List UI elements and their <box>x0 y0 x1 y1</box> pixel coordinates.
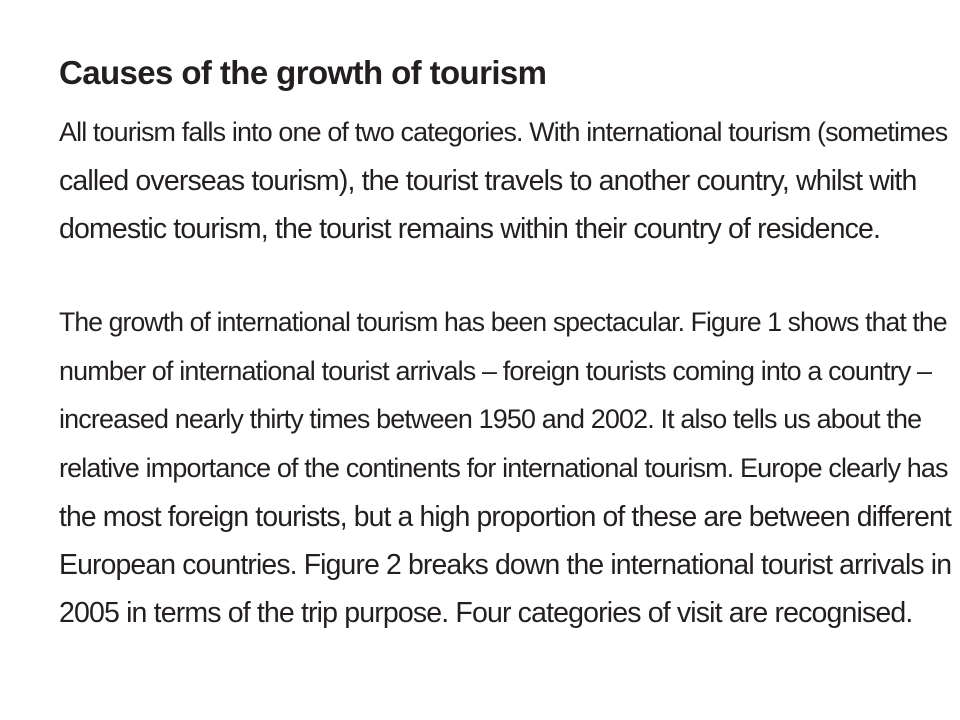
paragraph-line: The growth of international tourism has been spectacular. Figure 1 shows that the <box>59 307 947 337</box>
paragraph-line: increased nearly thirty times between 1950 and 2002. It also tells us about the <box>59 404 922 434</box>
paragraph-categories <box>59 108 947 254</box>
paragraph-growth <box>59 298 951 638</box>
paragraph-line: number of international tourist arrivals – foreign tourists coming into a country – <box>59 355 932 386</box>
paragraph-line: called overseas tourism), the tourist travels to another country, whilst with <box>59 164 917 197</box>
page-title: Causes of the growth of tourism <box>59 54 547 91</box>
paragraph-line: relative importance of the continents for international tourism. Europe clearly has <box>59 452 948 483</box>
paragraph-line: European countries. Figure 2 breaks down the international tourist arrivals in <box>59 548 952 581</box>
paragraph-line: All tourism falls into one of two categories. With international tourism (sometimes <box>59 117 948 147</box>
paragraph-line: domestic tourism, the tourist remains within their country of residence. <box>59 213 881 245</box>
paragraph-line: 2005 in terms of the trip purpose. Four categories of visit are recognised. <box>59 597 913 629</box>
paragraph-line: the most foreign tourists, but a high proportion of these are between different <box>59 500 951 532</box>
